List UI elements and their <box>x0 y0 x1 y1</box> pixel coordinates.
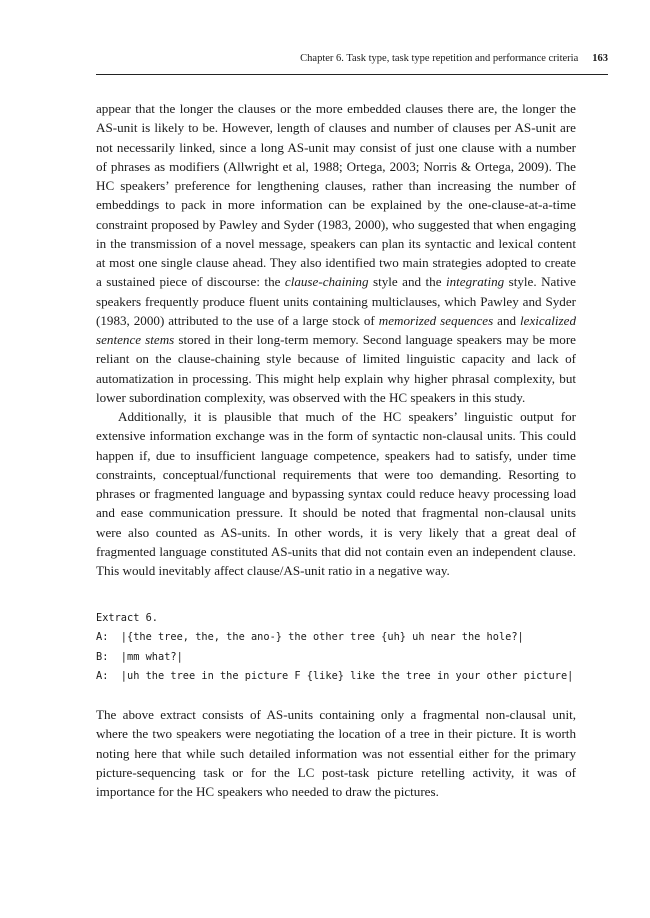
extract-block <box>96 609 576 687</box>
paragraph-1-text-b: style and the <box>368 274 446 290</box>
paragraph-1-text-a: appear that the longer the clauses or the more embedded clauses there are, the longer the AS-unit is likely to be. However, length of clauses and number of clauses per AS-unit are not necessarily linked, since a long AS-unit may consist of just one clause with a number of phrases as modifiers (Allwright et al, 1988; Ortega, 2003; Norris & Ortega, 2009). The HC speakers’ preference for lengthening clauses, rather than increasing the number of embeddings to pack in more information can be explained by the one-clause-at-a-time constraint proposed by Pawley and Syder (1983, 2000), who suggested that when engaging in the transmission of a novel message, speakers can plan its syntactic and lexical content at most one single clause ahead. They also identified two main strategies adopted to create a sustained piece of discourse: the <box>96 101 576 290</box>
body-text <box>96 99 576 580</box>
paragraph-2: Additionally, it is plausible that much of the HC speakers’ linguistic output for extensive information exchange was in the form of syntactic non-clausal units. This could happen if, due to insufficient language competence, speakers had to satisfy, under time constraints, conceptual/functional requirements that were too demanding. Resorting to phrases or fragmented language and bypassing syntax could reduce heavy processing load and ease communication pressure. It should be noted that fragmental non-clausal units were also counted as AS-units. In other words, it is very likely that a great deal of fragmented language constituted AS-units that did not contain even an independent clause. This would inevitably affect clause/AS-unit ratio in a negative way. <box>96 409 576 578</box>
paragraph-3: The above extract consists of AS-units containing only a fragmental non-clausal unit, where the two speakers were negotiating the location of a tree in their picture. It is worth noting here that while such detailed information was not essential either for the primary picture-sequencing task or for the LC post-task picture retelling activity, it was of importance for the HC speakers who needed to draw the pictures. <box>96 707 576 799</box>
chapter-title: Chapter 6. Task type, task type repetition and performance criteria <box>300 53 579 64</box>
running-head <box>96 53 608 64</box>
term-clause-chaining: clause-chaining <box>284 274 369 290</box>
paragraph-1-text-d: and <box>493 312 521 328</box>
term-lexicalized-sentence-stems: lexicalized sentence stems <box>96 312 577 347</box>
paragraph-1-text-c: style. Native speakers frequently produce fluent units containing multiclauses, which Pawley and Syder (1983, 2000) attributed to the use of a large stock of <box>96 274 576 328</box>
body-text-after-extract <box>96 705 576 801</box>
extract-title: Extract 6. <box>96 612 158 624</box>
paragraph-1 <box>96 99 576 407</box>
term-memorized-sequences: memorized sequences <box>378 312 494 328</box>
extract-line: A: |{the tree, the, the ano-} the other tree {uh} uh near the hole?| <box>96 631 524 644</box>
extract-line: A: |uh the tree in the picture F {like} like the tree in your other picture| <box>96 670 574 683</box>
paragraph-1-text-e: stored in their long-term memory. Second language speakers may be more reliant on the clause-chaining style because of limited linguistic capacity and lack of automatization in processing. This might help explain why higher phrasal complexity, but lower subordination complexity, was observed with the HC speakers in this study. <box>96 332 576 405</box>
header-rule <box>96 74 608 75</box>
page-number: 163 <box>592 53 608 64</box>
extract-line: B: |mm what?| <box>96 650 183 663</box>
term-integrating: integrating <box>445 274 505 290</box>
